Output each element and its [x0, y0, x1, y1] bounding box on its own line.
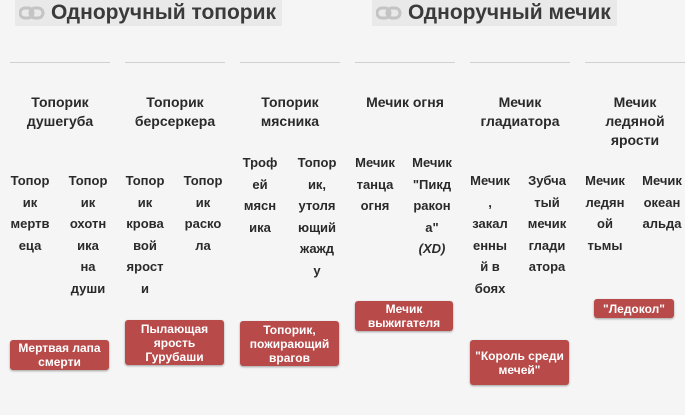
chain-link-icon: [19, 5, 45, 21]
item-oceanald-sword[interactable]: Мечик океанальда: [642, 173, 682, 231]
section-header-axes: [15, 0, 282, 26]
item-dragonpeak-sword[interactable]: [412, 152, 452, 260]
column-gladiator-sword: [470, 62, 570, 129]
result-badge[interactable]: Топорик, пожирающий врагов: [240, 321, 339, 366]
section-header-swords: [372, 0, 617, 26]
result-badge[interactable]: "Король среди мечей": [470, 340, 569, 385]
result-badge[interactable]: Мертвая лапа смерти: [10, 340, 109, 370]
column-berserker-axe: [125, 62, 225, 129]
column-fire-sword: [355, 62, 455, 110]
result-badge[interactable]: "Ледокол": [594, 299, 674, 318]
section-title-axes: Одноручный топорик: [51, 1, 277, 24]
item-splitting-axe[interactable]: Топорик раскола: [183, 173, 223, 253]
item-gladiator-sword[interactable]: Зубчатый мечик гладиатора: [527, 173, 567, 274]
item-soulhunter-axe[interactable]: Топорик охотника на души: [68, 173, 108, 296]
item-battle-sword[interactable]: Мечик, закаленный в боях: [470, 173, 510, 296]
item-bloodrage-axe[interactable]: Топорик кровавой ярости: [125, 173, 165, 296]
item-label: Мечик "Пикдракона": [412, 155, 452, 235]
column-title: Топорик мясника: [260, 94, 320, 129]
item-butcher-trophy[interactable]: Трофей мясника: [242, 155, 278, 235]
item-thirst-axe[interactable]: Топорик, утоляющий жажду: [297, 155, 337, 278]
column-title: Топорик берсеркера: [134, 94, 216, 129]
chain-link-icon: [376, 5, 402, 21]
result-badge[interactable]: Пылающая ярость Гурубаши: [125, 320, 224, 365]
item-dead-axe[interactable]: Топорик мертвеца: [10, 173, 50, 253]
column-soulreaver-axe: [10, 62, 110, 129]
section-title-swords: Одноручный мечик: [408, 1, 611, 24]
item-icedark-sword[interactable]: Мечик ледяной тьмы: [585, 173, 625, 253]
result-badge[interactable]: Мечик выжигателя: [355, 301, 453, 331]
column-title: Мечик огня: [366, 94, 444, 110]
column-title: Топорик душегуба: [26, 94, 94, 129]
column-title: Мечик гладиатора: [480, 94, 560, 129]
column-butcher-axe: [240, 62, 340, 129]
item-firedance-sword[interactable]: Мечик танца огня: [355, 155, 395, 213]
item-note: (XD): [418, 241, 446, 256]
column-title: Мечик ледяной ярости: [605, 94, 665, 148]
column-frostrage-sword: [585, 62, 685, 148]
